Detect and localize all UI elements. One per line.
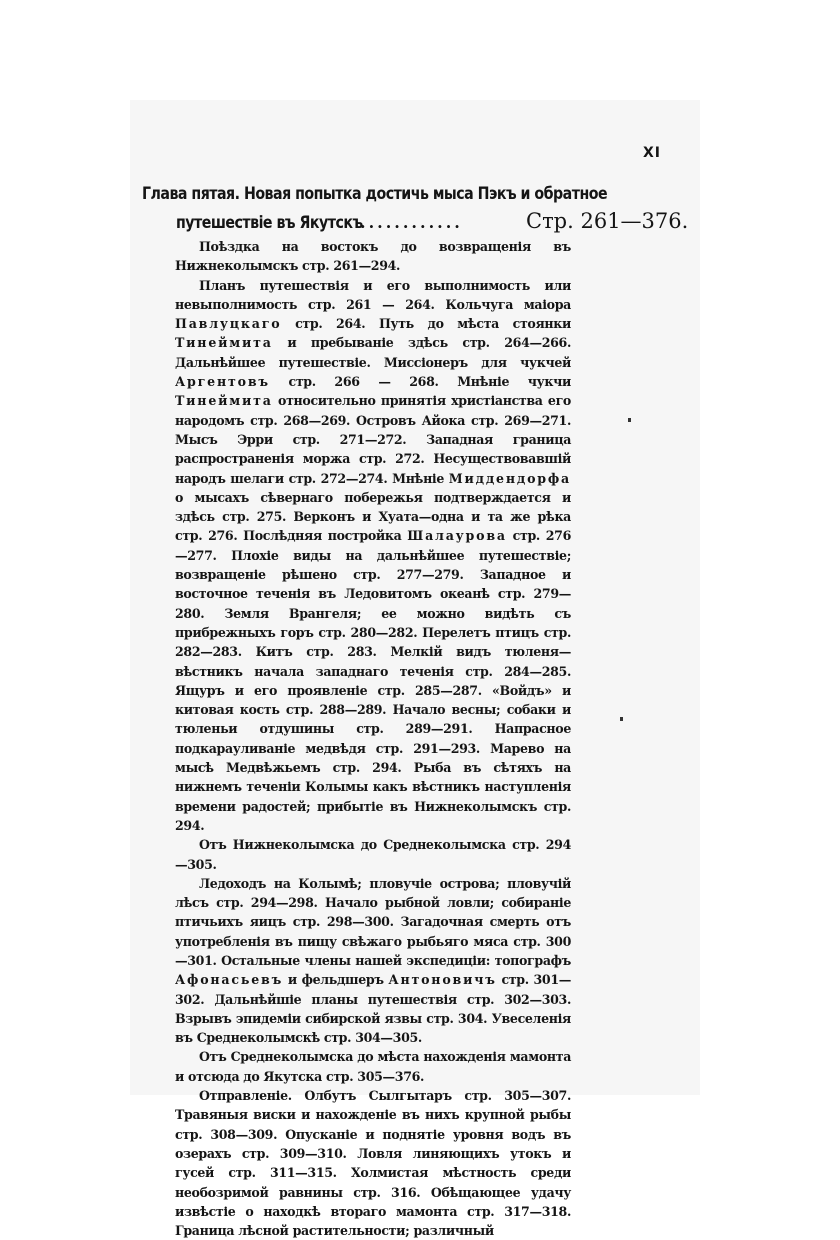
summary-paragraph: [175, 1047, 571, 1086]
paragraph-text: стр. 266 — 268. Мнѣніе чукчи: [269, 374, 571, 390]
paragraph-text: относительно принятія христіанства его народомъ стр. 268—269. Островъ Айока стр. 269—271. Мысъ Эрри стр. 271—272. Западная граница распространенія моржа стр. 272. Несуществовавшій народъ шелаги стр. 272—274. Мнѣніе: [175, 393, 571, 486]
spaced-name: Миддендорфа: [448, 470, 571, 486]
chapter-summary: [175, 237, 571, 1240]
summary-paragraph: [175, 237, 571, 276]
spaced-name: Антоновичъ: [388, 972, 497, 988]
summary-paragraph: [175, 276, 571, 836]
paragraph-text: стр. 301—302. Дальнѣйшіе планы путешествія стр. 302—303. Взрывъ эпидеміи сибирской язвы стр. 304. Увеселенія въ Среднеколымскѣ стр. 304—305.: [175, 972, 571, 1046]
paragraph-text: и фельдшеръ: [283, 972, 389, 988]
paragraph-text: Планъ путешествія и его выполнимость или невыполнимость стр. 261 — 264. Кольчуга маіора: [175, 277, 571, 312]
spaced-name: Тинеймита: [175, 393, 273, 409]
summary-paragraph: [175, 874, 571, 1048]
page-number: XI: [643, 145, 662, 161]
paragraph-text: стр. 264. Путь до мѣста стоянки: [281, 316, 571, 332]
chapter-heading: [142, 183, 689, 239]
paragraph-text: стр. 276—277. Плохіе виды на дальнѣйшее путешествіе; возвращеніе рѣшено стр. 277—279. Западное и восточное теченія въ Ледовитомъ океанѣ стр. 279—280. Земля Врангеля; ее можно видѣть съ прибрежныхъ горъ стр. 280—282. Перелетъ птицъ стр. 282—283. Китъ стр. 283. Мелкій видъ тюленя—вѣстникъ начала западнаго теченія стр. 284—285. Ящуръ и его проявленіе стр. 285—287. «Войдъ» и китовая кость стр. 288—289. Начало весны; собаки и тюленьи отдушины стр. 289—291. Напрасное подкарауливаніе медвѣдя стр. 291—293. Марево на мысѣ Медвѣжьемъ стр. 294. Рыба въ сѣтяхъ на нижнемъ теченіи Колымы какъ вѣстникъ наступленія времени радостей; прибытіе въ Нижнеколымскъ стр. 294.: [175, 528, 571, 833]
chapter-title-continuation: путешествіе въ Якутскъ: [176, 213, 363, 232]
summary-paragraph: [175, 835, 571, 874]
summary-paragraph: [175, 1086, 571, 1240]
paragraph-text: Отъ Среднеколымска до мѣста нахожденія мамонта и отсюда до Якутска стр. 305—376.: [175, 1049, 571, 1084]
spaced-name: Аргентовъ: [175, 374, 270, 390]
paragraph-text: и пребываніе здѣсь стр. 264—266. Дальнѣйшее путешествіе. Миссіонеръ для чукчей: [175, 335, 571, 370]
paragraph-text: Ледоходъ на Колымѣ; пловучіе острова; пловучій лѣсъ стр. 294—298. Начало рыбной ловли; собираніе птичьихъ яицъ стр. 298—300. Загадочная смерть отъ употребленія въ пищу свѣжаго рыбьяго мяса стр. 300—301. Остальные члены нашей экспедиціи: топографъ: [175, 875, 571, 968]
chapter-title-line2: [142, 209, 689, 239]
scan-speck: [620, 717, 623, 721]
paragraph-text: Поѣздка на востокъ до возвращенія въ Нижнеколымскъ стр. 261—294.: [175, 239, 571, 274]
spaced-name: Тинеймита: [175, 335, 273, 351]
paragraph-text: Отъ Нижнеколымска до Среднеколымска стр. 294—305.: [175, 837, 571, 872]
chapter-page-range: Стр. 261—376.: [526, 209, 689, 233]
spaced-name: Шалаурова: [407, 528, 507, 544]
spaced-name: Павлуцкаго: [175, 316, 282, 332]
leader-dots: ............: [360, 213, 463, 232]
scan-speck: [628, 418, 631, 422]
chapter-title-line1: Глава пятая. Новая попытка достичь мыса Пэкъ и обратное: [142, 184, 608, 203]
paragraph-text: о мысахъ сѣвернаго побережья подтверждается и здѣсь стр. 275. Верконъ и Хуата—одна и та же рѣка стр. 276. Послѣдняя постройка: [175, 489, 571, 544]
paragraph-text: Отправленіе. Олбутъ Сылгытаръ стр. 305—307. Травяныя виски и нахожденіе въ нихъ крупной рыбы стр. 308—309. Опусканіе и поднятіе уровня водъ въ озерахъ стр. 309—310. Ловля линяющихъ утокъ и гусей стр. 311—315. Холмистая мѣстность среди необозримой равнины стр. 316. Обѣщающее удачу извѣстіе о находкѣ втораго мамонта стр. 317—318. Граница лѣсной растительности; различный: [175, 1088, 571, 1239]
spaced-name: Афонасьевъ: [175, 972, 284, 988]
